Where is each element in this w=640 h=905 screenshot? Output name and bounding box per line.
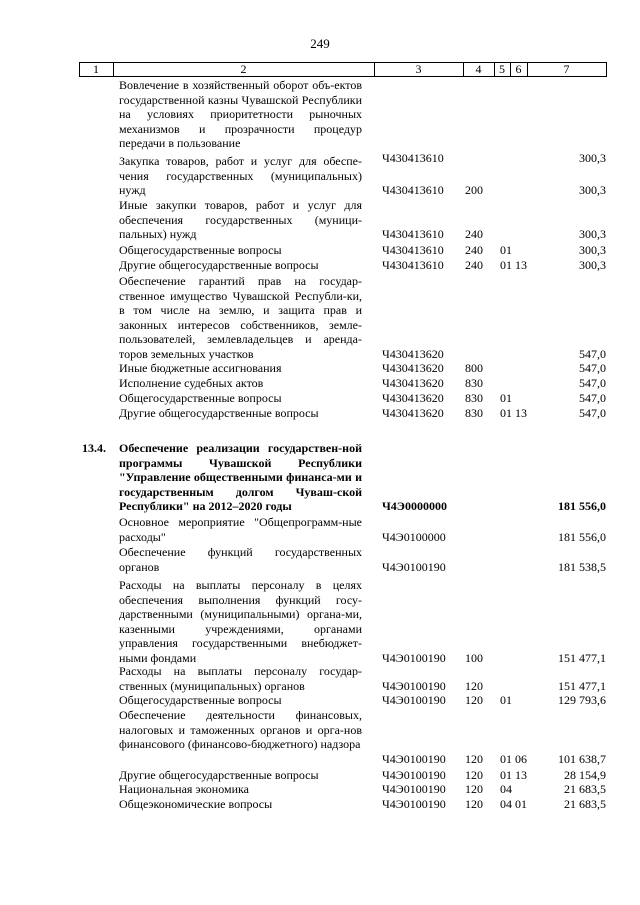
amount: 547,0: [579, 361, 606, 375]
amount: 300,3: [579, 150, 606, 165]
table-row: [0, 258, 640, 273]
row-name: Исполнение судебных актов: [119, 376, 264, 390]
row-name: Обеспечение функций государственных органов: [119, 545, 362, 574]
table-row: [0, 441, 640, 514]
section-code: 01: [500, 258, 512, 272]
table-row: [0, 78, 640, 165]
amount: 181 538,5: [558, 559, 606, 574]
expense-type: 120: [465, 751, 483, 766]
amount: 547,0: [579, 391, 606, 405]
section-code: 04: [500, 797, 512, 811]
header-col-7: 7: [563, 62, 570, 76]
row-name: Обеспечение гарантий прав на государ-ственное имущество Чувашской Республи-ки, в том числе на землю, и защита прав и законных интересов собственников, земле-пользователей, землевладельцев и арендa-торов земельных участков: [119, 274, 362, 361]
amount: 547,0: [579, 346, 606, 361]
header-col-5: 5: [499, 62, 505, 76]
amount: 300,3: [579, 258, 606, 272]
expense-type: 120: [465, 693, 483, 707]
target-code: Ч4Э0100190: [382, 768, 446, 782]
amount: 300,3: [579, 227, 606, 241]
row-name: Иные бюджетные ассигнования: [119, 361, 282, 375]
expense-type: 830: [465, 376, 483, 390]
row-name: Расходы на выплаты персоналу в целях обеспечения выполнения функций госу-дарственными (муниципальными) органа-ми, казенными учреждениями, органами управления государственными внебюджет-ными фондами: [119, 578, 362, 665]
header-col-3: 3: [415, 62, 422, 76]
target-code: Ч430413620: [382, 391, 444, 405]
section-code: 01: [500, 406, 512, 420]
subsection-code: 01: [515, 797, 527, 811]
target-code: Ч4Э0100190: [382, 678, 446, 693]
expense-type: 800: [465, 361, 483, 375]
page-number: 249: [310, 36, 330, 51]
row-name: Обеспечение реализации государствен-ной программы Чувашской Республики "Управление общественными финанса-ми и государственным долгом Чуваш-ской Республики" на 2012–2020 годы: [119, 441, 362, 513]
section-code: 01: [500, 751, 512, 766]
row-name: Национальная экономика: [119, 782, 249, 796]
header-col-6: 6: [515, 62, 522, 76]
header-bottom-border: [79, 76, 607, 77]
target-code: Ч430413620: [382, 361, 444, 375]
table-row: [0, 406, 640, 421]
header-col-2: 2: [240, 62, 247, 76]
target-code: Ч430413610: [382, 258, 444, 272]
section-code: 01: [500, 693, 512, 707]
row-name: Общегосударственные вопросы: [119, 391, 282, 405]
target-code: Ч430413610: [382, 183, 444, 197]
expense-type: 120: [465, 797, 483, 811]
subsection-code: 13: [515, 768, 527, 782]
target-code: Ч4Э0000000: [382, 499, 447, 513]
table-row: [0, 664, 640, 693]
amount: 151 477,1: [558, 678, 606, 693]
table-row: [0, 198, 640, 242]
header-col-1: 1: [93, 62, 99, 76]
amount: 21 683,5: [564, 797, 606, 811]
table-row: [0, 361, 640, 376]
target-code: Ч4Э0100190: [382, 751, 446, 766]
table-row: [0, 768, 640, 783]
table-row: [0, 578, 640, 665]
amount: 101 638,7: [558, 751, 606, 766]
target-code: Ч430413610: [382, 243, 444, 257]
expense-type: 240: [465, 258, 483, 272]
table-row: [0, 274, 640, 361]
row-name: Общеэкономические вопросы: [119, 797, 273, 811]
amount: 547,0: [579, 406, 606, 420]
table-row: [0, 782, 640, 797]
section-code: 01: [500, 768, 512, 782]
subsection-code: 06: [515, 751, 527, 766]
row-name: Иные закупки товаров, работ и услуг для обеспечения государственных (муници-пальных) нужд: [119, 198, 362, 241]
row-number: 13.4.: [82, 441, 106, 455]
table-row: [0, 797, 640, 812]
table-row: [0, 693, 640, 708]
expense-type: 200: [465, 183, 483, 197]
target-code: Ч4Э0100190: [382, 797, 446, 811]
subsection-code: 13: [515, 258, 527, 272]
subsection-code: 13: [515, 406, 527, 420]
amount: 181 556,0: [558, 499, 606, 513]
amount: 151 477,1: [558, 650, 606, 665]
table-row: [0, 243, 640, 258]
row-name: Общегосударственные вопросы: [119, 693, 282, 707]
table-header: [79, 62, 607, 76]
expense-type: 240: [465, 227, 483, 241]
table-row: [0, 515, 640, 544]
row-name: Другие общегосударственные вопросы: [119, 258, 319, 272]
target-code: Ч430413620: [382, 406, 444, 420]
expense-type: 830: [465, 391, 483, 405]
target-code: Ч4Э0100190: [382, 693, 446, 707]
section-code: 04: [500, 782, 512, 796]
amount: 21 683,5: [564, 782, 606, 796]
expense-type: 120: [465, 678, 483, 693]
amount: 28 154,9: [564, 768, 606, 782]
expense-type: 120: [465, 782, 483, 796]
expense-type: 830: [465, 406, 483, 420]
row-name: Расходы на выплаты персоналу государ-ственных (муниципальных) органов: [119, 664, 362, 693]
table-row: [0, 545, 640, 574]
expense-type: 100: [465, 650, 483, 665]
section-code: 01: [500, 391, 512, 405]
target-code: Ч4Э0100190: [382, 650, 446, 665]
row-name: Другие общегосударственные вопросы: [119, 768, 319, 782]
target-code: Ч4Э0100000: [382, 529, 446, 544]
row-name: Другие общегосударственные вопросы: [119, 406, 319, 420]
amount: 547,0: [579, 376, 606, 390]
amount: 300,3: [579, 243, 606, 257]
table-row: [0, 154, 640, 198]
table-row: [0, 376, 640, 391]
row-name: Вовлечение в хозяйственный оборот объ-ектов государственной казны Чувашской Республики на условиях приоритетности рыночных механизмов и прозрачности процедур передачи в пользование: [119, 78, 362, 150]
section-code: 01: [500, 243, 512, 257]
expense-type: 240: [465, 243, 483, 257]
target-code: Ч430413620: [382, 376, 444, 390]
header-divider: [606, 62, 607, 76]
row-name: Общегосударственные вопросы: [119, 243, 282, 257]
row-name: Закупка товаров, работ и услуг для обеспе-чения государственных (муниципальных) нужд: [119, 154, 362, 197]
expense-type: 120: [465, 768, 483, 782]
amount: 300,3: [579, 183, 606, 197]
row-name: Основное мероприятие "Общепрограмм-ные расходы": [119, 515, 362, 544]
table-row: [0, 391, 640, 406]
header-col-4: 4: [475, 62, 482, 76]
target-code: Ч430413610: [382, 150, 444, 165]
target-code: Ч430413610: [382, 227, 444, 241]
target-code: Ч4Э0100190: [382, 782, 446, 796]
amount: 181 556,0: [558, 529, 606, 544]
amount: 129 793,6: [558, 693, 606, 707]
row-name: Обеспечение деятельности финансовых, налоговых и таможенных органов и орга-нов финансового (финансово-бюджетного) надзора: [119, 708, 362, 751]
target-code: Ч4Э0100190: [382, 559, 446, 574]
table-row: [0, 708, 640, 766]
target-code: Ч430413620: [382, 346, 444, 361]
